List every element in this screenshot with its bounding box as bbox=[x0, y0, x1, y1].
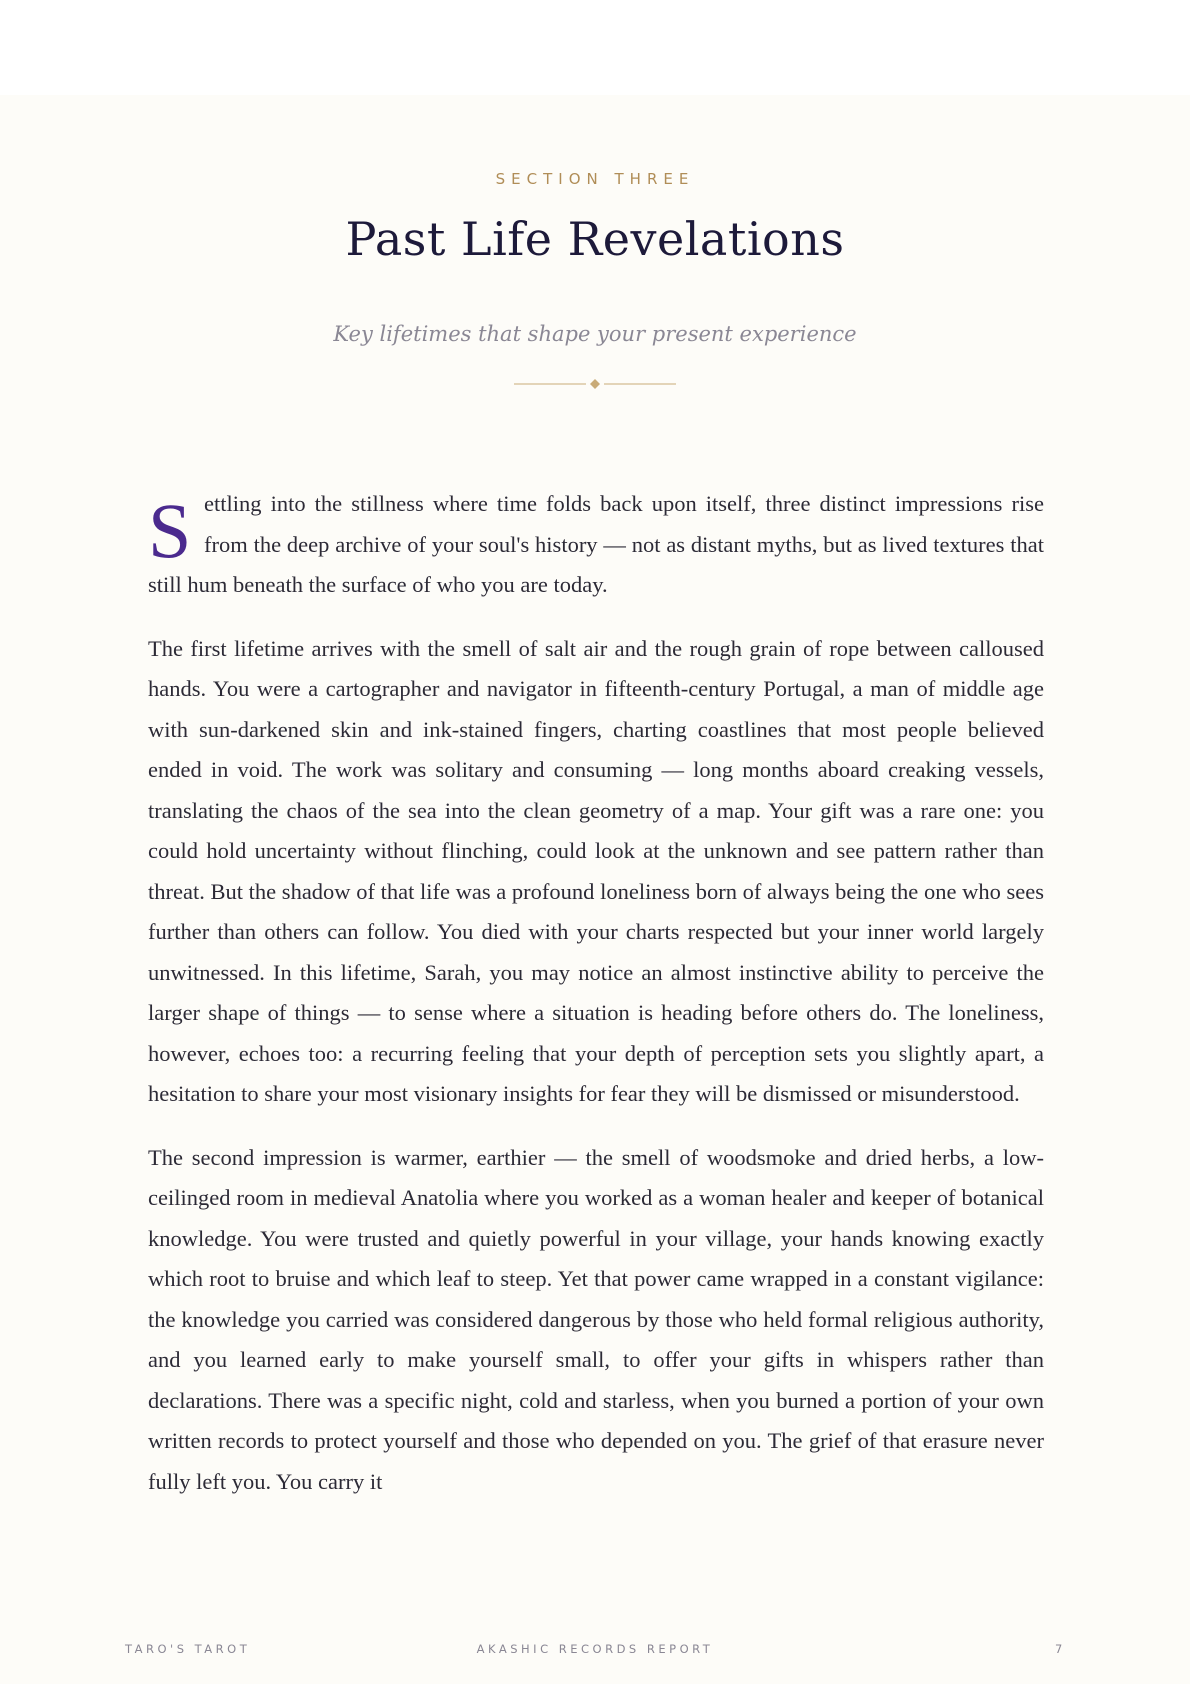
footer-brand: TARO'S TAROT bbox=[125, 1642, 251, 1656]
report-body bbox=[148, 484, 1044, 1525]
page-subtitle: Key lifetimes that shape your present experience bbox=[333, 322, 857, 346]
page-title: Past Life Revelations bbox=[345, 212, 845, 266]
divider-ornament-icon bbox=[514, 377, 676, 391]
drop-cap: S bbox=[148, 487, 192, 574]
footer-page-number: 7 bbox=[1055, 1642, 1063, 1656]
section-eyebrow: SECTION THREE bbox=[495, 170, 695, 188]
lead-paragraph-text: ettling into the stillness where time folds back upon itself, three distinct impressions rise from the deep archive of your soul's history — not as distant myths, but as lived textures that still hum beneath the surface of who you are today. bbox=[148, 491, 1044, 597]
paragraph-second-lifetime: The second impression is warmer, earthier — the smell of woodsmoke and dried herbs, a low-ceilinged room in medieval Anatolia where you worked as a woman healer and keeper of botanical knowledge. You were trusted and quietly powerful in your village, your hands knowing exactly which root to bruise and which leaf to steep. Yet that power came wrapped in a constant vigilance: the knowledge you carried was considered dangerous by those who held formal religious authority, and you learned early to make yourself small, to offer your gifts in whispers rather than declarations. There was a specific night, cold and starless, when you burned a portion of your own written records to protect yourself and those who depended on you. The grief of that erasure never fully left you. You carry it bbox=[148, 1144, 1044, 1494]
paragraph-first-lifetime: The first lifetime arrives with the smell of salt air and the rough grain of rope between calloused hands. You were a cartographer and navigator in fifteenth-century Portugal, a man of middle age with sun-darkened skin and ink-stained fingers, charting coastlines that most people believed ended in void. The work was solitary and consuming — long months aboard creaking vessels, translating the chaos of the sea into the clean geometry of a map. Your gift was a rare one: you could hold uncertainty without flinching, could look at the unknown and see pattern rather than threat. But the shadow of that life was a profound loneliness born of always being the one who sees further than others can follow. You died with your charts respected but your inner world largely unwitnessed. In this lifetime, Sarah, you may notice an almost instinctive ability to perceive the larger shape of things — to sense where a situation is heading before others do. The loneliness, however, echoes too: a recurring feeling that your depth of perception sets you slightly apart, a hesitation to share your most visionary insights for fear they will be dismissed or misunderstood. bbox=[148, 635, 1044, 1106]
lead-paragraph bbox=[148, 484, 1044, 606]
footer-report-name: AKASHIC RECORDS REPORT bbox=[476, 1642, 714, 1656]
